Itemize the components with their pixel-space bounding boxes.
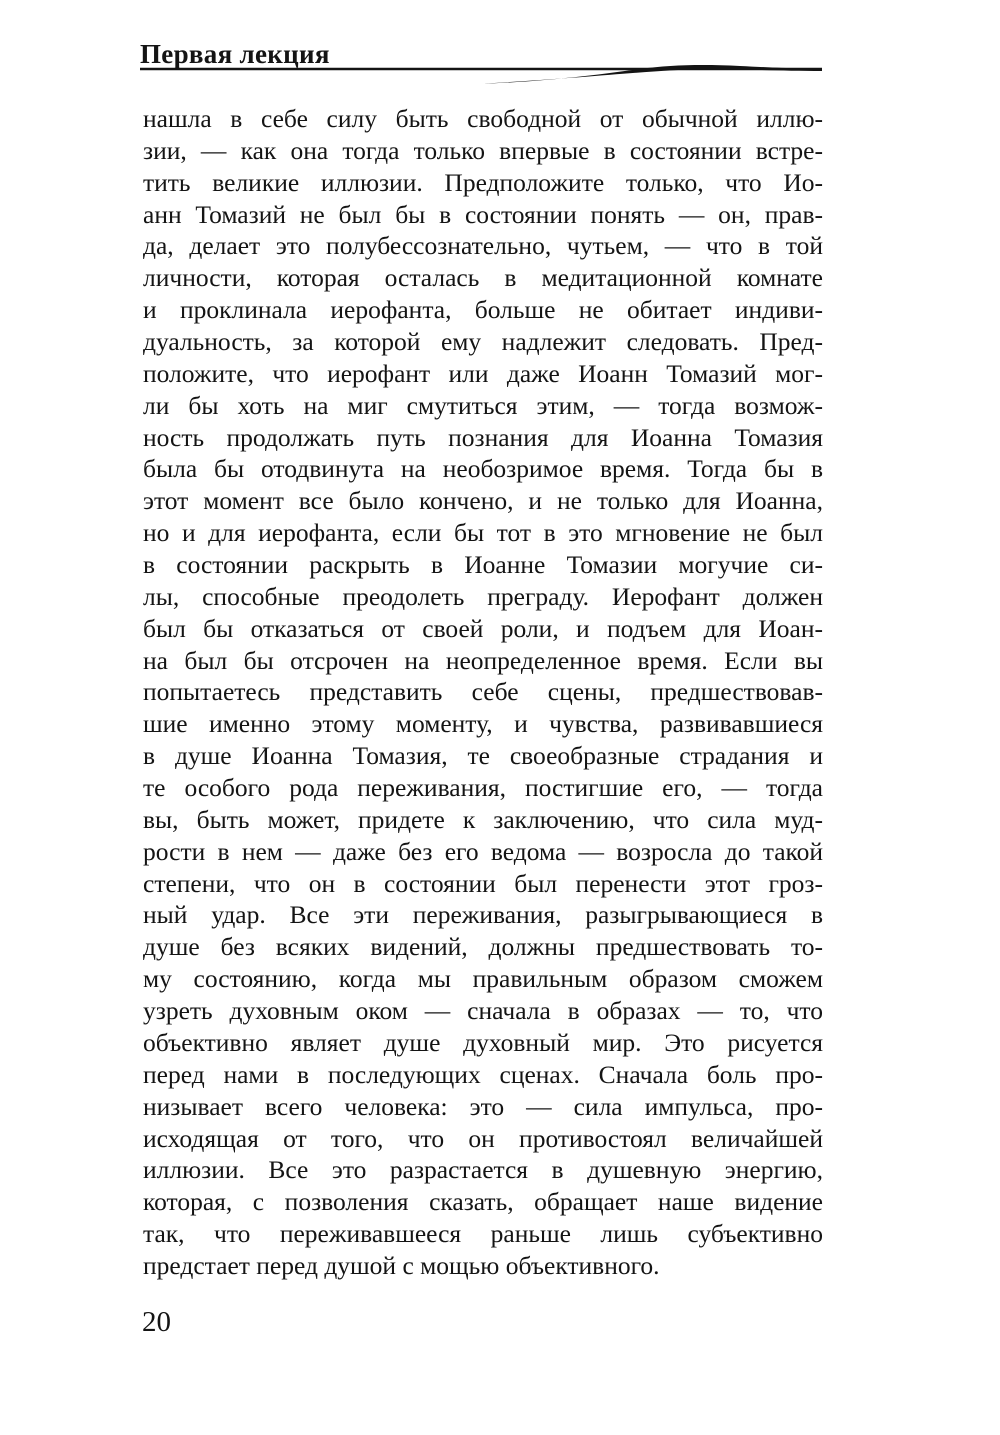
text-line: ли бы хоть на миг смутиться этим, — тогда возмож- <box>143 390 823 420</box>
text-line: на был бы отсрочен на неопределенное время. Если вы <box>143 645 823 675</box>
text-line: ность продолжать путь познания для Иоанна Томазия <box>143 422 823 452</box>
running-head-title: Первая лекция <box>140 39 330 69</box>
text-line: дуальность, за которой ему надлежит следовать. Пред- <box>143 327 823 357</box>
text-line: иллюзии. Все это разрастается в душевную энергию, <box>143 1155 823 1185</box>
text-line: положите, что иерофант или даже Иоанн Томазий мог- <box>143 358 823 388</box>
text-line: душе без всяких видений, должны предшествовать то- <box>143 932 823 962</box>
text-line: му состоянию, когда мы правильным образом сможем <box>143 964 823 994</box>
text-line: но и для иерофанта, если бы тот в это мгновение не был <box>143 518 823 548</box>
text-line: вы, быть может, придете к заключению, что сила муд- <box>143 804 823 834</box>
text-line: рости в нем — даже без его ведома — возросла до такой <box>143 836 823 866</box>
text-line: и проклинала иерофанта, больше не обитает индиви- <box>143 295 823 325</box>
text-line: была бы отодвинута на необозримое время. Тогда бы в <box>143 454 823 484</box>
body-text <box>143 103 823 1282</box>
text-line: лы, способные преодолеть преграду. Иерофант должен <box>143 581 823 611</box>
text-line: был бы отказаться от своей роли, и подъем для Иоан- <box>143 613 823 643</box>
text-line: перед нами в последующих сценах. Сначала боль про- <box>143 1059 823 1089</box>
text-line: тить великие иллюзии. Предположите только, что Ио- <box>143 167 823 197</box>
text-line: ный удар. Все эти переживания, разыгрывающиеся в <box>143 900 823 930</box>
text-line: шие именно этому моменту, и чувства, развивавшиеся <box>143 709 823 739</box>
text-line: объективно являет душе духовный мир. Это рисуется <box>143 1027 823 1057</box>
text-line: в душе Иоанна Томазия, те своеобразные страдания и <box>143 741 823 771</box>
text-line: нашла в себе силу быть свободной от обычной иллю- <box>143 104 823 133</box>
text-line: этот момент все было кончено, и не только для Иоанна, <box>143 486 823 516</box>
ornamental-header-rule <box>140 62 822 86</box>
page-number: 20 <box>142 1306 171 1338</box>
text-line: анн Томазий не был бы в состоянии понять — он, прав- <box>143 199 823 229</box>
text-line: да, делает это полубессознательно, чутьем, — что в той <box>143 231 823 261</box>
text-line: узреть духовным оком — сначала в образах — то, что <box>143 996 823 1026</box>
text-line: так, что переживавшееся раньше лишь субъективно <box>143 1219 823 1249</box>
text-line: которая, с позволения сказать, обращает наше видение <box>143 1187 823 1217</box>
text-line: степени, что он в состоянии был перенести этот гроз- <box>143 868 823 898</box>
text-line: низывает всего человека: это — сила импульса, про- <box>143 1091 823 1121</box>
text-line: в состоянии раскрыть в Иоанне Томазии могучие си- <box>143 550 823 580</box>
text-line: исходящая от того, что он противостоял величайшей <box>143 1123 823 1153</box>
text-line: те особого рода переживания, постигшие его, — тогда <box>143 773 823 803</box>
text-line: зии, — как она тогда только впервые в состоянии встре- <box>143 135 823 165</box>
text-line: попытаетесь представить себе сцены, предшествовав- <box>143 677 823 707</box>
text-line: личности, которая осталась в медитационной комнате <box>143 263 823 293</box>
text-line-last: предстает перед душой с мощью объективного. <box>143 1250 660 1280</box>
